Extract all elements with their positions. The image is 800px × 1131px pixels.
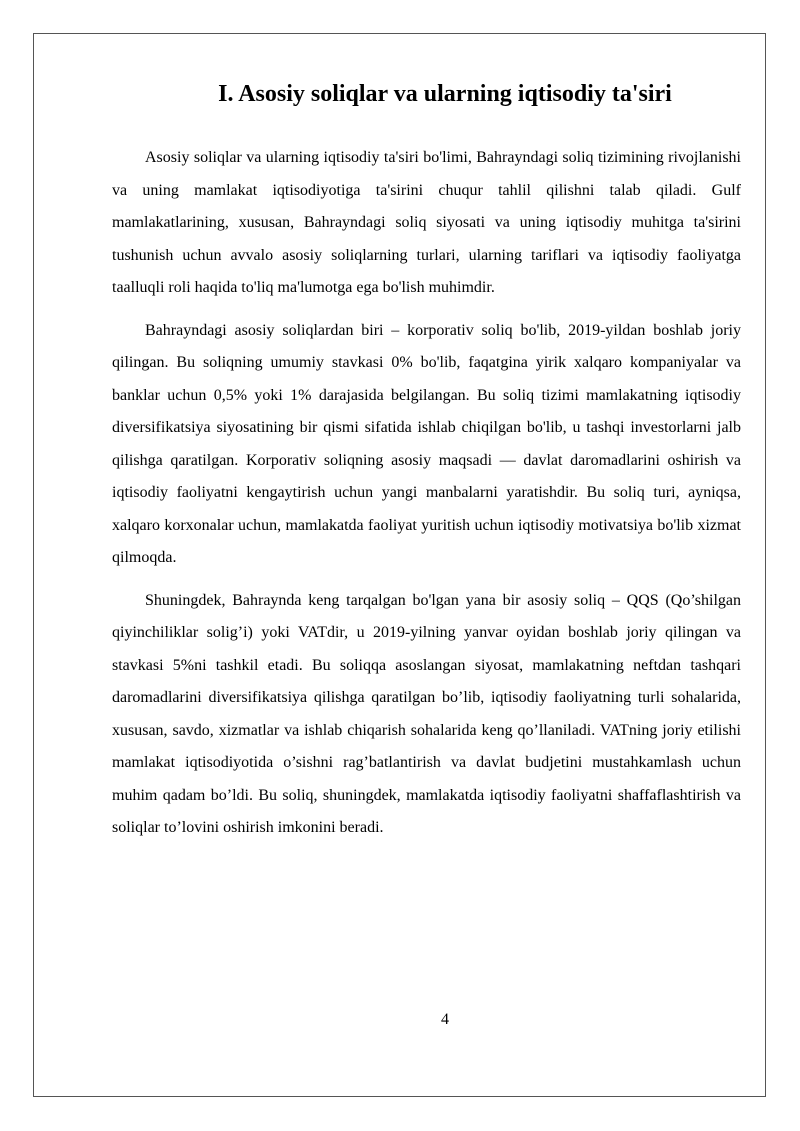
paragraph-1: Asosiy soliqlar va ularning iqtisodiy ta'siri bo'limi, Bahrayndagi soliq tizimining rivojlanishi va uning mamlakat iqtisodiyotiga ta'sirini chuqur tahlil qilishni talab qiladi. Gulf mamlakatlarining, xususan, Bahrayndagi soliq siyosati va uning iqtisodiy muhitga ta'sirini tushunish uchun avvalo asosiy soliqlarning turlari, ularning tariflari va iqtisodiy faoliyatga taalluqli roli haqida to'liq ma'lumotga ega bo'lish muhimdir. xyxy=(112,149,741,296)
page-number: 4 xyxy=(441,1011,449,1028)
paragraph-3: Shuningdek, Bahraynda keng tarqalgan bo'lgan yana bir asosiy soliq – QQS (Qo’shilgan qiyinchiliklar solig’i) yoki VATdir, u 2019-yilning yanvar oyidan boshlab joriy qilingan va stavkasi 5%ni tashkil etadi. Bu soliqqa asoslangan siyosat, mamlakatning neftdan tashqari daromadlarini diversifikatsiya qilishga qaratilgan bo’lib, iqtisodiy faoliyatning turli sohalarida, xususan, savdo, xizmatlar va ishlab chiqarish sohalarida keng qo’llaniladi. VATning joriy etilishi mamlakat iqtisodiyotida o’sishni rag’batlantirish va davlat budjetini mustahkamlash uchun muhim qadam bo’ldi. Bu soliq, shuningdek, mamlakatda iqtisodiy faoliyatni shaffaflashtirish va soliqlar to’lovini oshirish imkonini beradi. xyxy=(112,591,741,836)
paragraph-2: Bahrayndagi asosiy soliqlardan biri – korporativ soliq bo'lib, 2019-yildan boshlab joriy qilingan. Bu soliqning umumiy stavkasi 0% bo'lib, faqatgina yirik xalqaro kompaniyalar va banklar uchun 0,5% yoki 1% darajasida belgilangan. Bu soliq tizimi mamlakatning iqtisodiy diversifikatsiya siyosatining bir qismi sifatida ishlab chiqilgan bo'lib, u tashqi investorlarni jalb qilishga qaratilgan. Korporativ soliqning asosiy maqsadi — davlat daromadlarini oshirish va iqtisodiy faoliyatni kengaytirish uchun yangi manbalarni yaratishdir. Bu soliq turi, ayniqsa, xalqaro korxonalar uchun, mamlakatda faoliyat yuritish uchun iqtisodiy motivatsiya bo'lib xizmat qilmoqda. xyxy=(112,321,741,566)
body-text xyxy=(112,142,741,855)
section-heading: I. Asosiy soliqlar va ularning iqtisodiy ta'siri xyxy=(218,81,672,107)
